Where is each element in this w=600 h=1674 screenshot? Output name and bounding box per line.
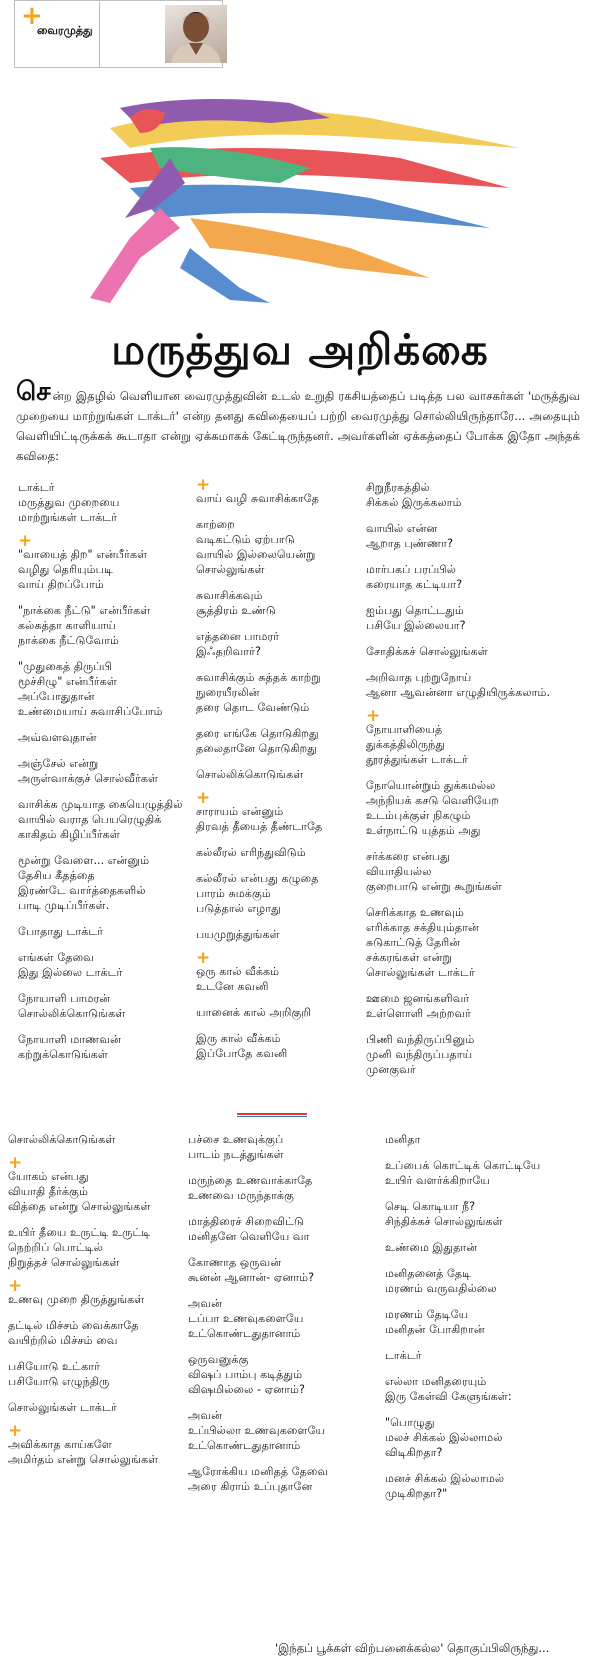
- poem-line: மாற்றுங்கள் டாக்டர்: [18, 511, 118, 524]
- poem-stanza: [385, 1266, 585, 1296]
- poem-stanza: [8, 1318, 188, 1348]
- poem-stanza: [188, 1352, 383, 1397]
- poem-column-4: [8, 1132, 188, 1478]
- poem-line: ஆனா ஆவன்னா எழுதியிருக்கலாம்.: [366, 686, 551, 699]
- poem-stanza: [196, 475, 366, 506]
- poem-line: சொல்லுங்கள் டாக்டர்: [366, 966, 475, 979]
- poem-column-6: [385, 1132, 585, 1512]
- poem-stanza: [366, 521, 586, 551]
- poem-line: எங்கள் தேவை: [18, 951, 94, 964]
- poem-line: சோதிக்கச் சொல்லுங்கள்: [366, 645, 488, 658]
- poem-line: சிறுநீரகத்தில்: [366, 481, 430, 494]
- poem-line: எத்தனை பாமரர்: [196, 630, 280, 643]
- poem-stanza: [385, 1471, 585, 1501]
- poem-line: உள்ளொளி அற்றவர்: [366, 1007, 472, 1020]
- intro-text: ன்ற இதழில் வெளியான வைரமுத்துவின் உடல் உறுதி ரகசியத்தைப் படித்த பல வாசகர்கள் 'மருத்துவ முறையை மாற்றுங்கள் டாக்டர்' என்ற தனது கவிதையைப் பற்றி வைரமுத்து சொல்லியிருந்தாரே... அதையும் வெளியிட்டிருக்கக் கூடாதா என்று ஏக்கமாகக் கேட்டிருந்தனர். அவர்களின் ஏக்கத்தைப் போக்க இதோ அந்தக் கவிதை:: [16, 389, 580, 463]
- poem-line: கல்லீரல் என்பது கழுதை: [196, 872, 319, 885]
- poem-column-3: [366, 480, 586, 1088]
- poem-line: வித்தை என்று சொல்லுங்கள்: [8, 1200, 151, 1213]
- page-title: மருத்துவ அறிக்கை: [111, 325, 489, 374]
- plus-icon: +: [8, 1153, 23, 1173]
- poem-stanza: [196, 1005, 366, 1020]
- poem-line: வாயில் இல்லையென்று: [196, 548, 316, 561]
- poem-line: ஆரோக்கிய மனிதத் தேவை: [188, 1465, 329, 1478]
- poem-line: நோயாளியைத்: [366, 723, 443, 736]
- poem-line: இஃதறிவார்?: [196, 645, 261, 658]
- poem-line: அஞ்சேல் என்று: [18, 757, 99, 770]
- poem-line: வியாதி தீர்க்கும்: [8, 1185, 89, 1198]
- poem-line: கற்றுக்கொடுங்கள்: [18, 1048, 109, 1061]
- poem-line: யானைக் கால் அறிகுறி: [196, 1006, 311, 1019]
- poem-line: தட்டில் மிச்சம் வைக்காதே: [8, 1319, 139, 1332]
- poem-stanza: [18, 853, 193, 913]
- poem-line: பிணி வந்திருப்பினும்: [366, 1033, 475, 1046]
- poem-line: வழிது தெரியும்படி: [18, 563, 113, 576]
- poem-stanza: [18, 603, 193, 648]
- poem-stanza: [18, 730, 193, 745]
- poem-stanza: [366, 849, 586, 894]
- poem-stanza: [196, 845, 366, 860]
- poem-stanza: [18, 1032, 193, 1062]
- poem-line: அரை கிராம் உப்புதானே: [188, 1480, 313, 1493]
- poem-line: பசியோடு உட்கார்: [8, 1360, 100, 1373]
- poem-line: அறிவாத புற்றுநோய்: [366, 671, 472, 684]
- poem-line: மருந்தை உணவாக்காதே: [188, 1174, 313, 1187]
- poem-line: அவன்: [188, 1297, 222, 1310]
- poem-stanza: [366, 480, 586, 510]
- poem-line: நோயாளி பாமரன்: [18, 992, 111, 1005]
- poem-line: முனி வந்திருப்பதாய்: [366, 1048, 473, 1061]
- poem-line: உயிர் வளர்க்கிறாயே: [385, 1174, 490, 1187]
- poem-line: வயிற்றில் மிச்சம் வை: [8, 1334, 118, 1347]
- poem-line: கல்லீரல் எரிந்துவிடும்: [196, 846, 306, 859]
- poem-line: அவிக்காத காய்களே: [8, 1438, 112, 1451]
- poem-line: மருத்துவ முறையை: [18, 496, 120, 509]
- poem-line: உணவு முறை திருத்துங்கள்: [8, 1293, 145, 1306]
- plus-icon: +: [196, 788, 211, 808]
- poem-line: சுவாசிக்கவும்: [196, 589, 263, 602]
- poem-line: விடிகிறதா?: [385, 1446, 443, 1459]
- poem-line: வாயில் என்ன: [366, 522, 438, 535]
- poem-line: ஒருவனுக்கு: [188, 1353, 249, 1366]
- poem-line: முடிகிறதா?": [385, 1487, 448, 1500]
- plus-icon: +: [196, 948, 211, 968]
- poem-line: துக்கத்திலிருந்து: [366, 738, 446, 751]
- poem-stanza: [196, 629, 366, 659]
- poem-line: வாசிக்க முடியாத கையெழுத்தில்: [18, 798, 183, 811]
- intro-dropcap: செ: [16, 377, 51, 407]
- poem-stanza: [18, 950, 193, 980]
- poem-line: தரை எங்கே தொடுகிறது: [196, 727, 319, 740]
- plus-icon: +: [18, 531, 33, 551]
- poem-line: இப்போதே கவனி: [196, 1047, 288, 1060]
- poem-column-5: [188, 1132, 383, 1505]
- poem-line: கோணாத ஒருவன்: [188, 1256, 282, 1269]
- poem-stanza: [385, 1199, 585, 1229]
- poem-line: இரண்டே வார்த்தைகளில்: [18, 884, 146, 897]
- poem-line: சூத்திரம் உண்டு: [196, 604, 276, 617]
- poem-stanza: [196, 927, 366, 942]
- poem-line: உட்கொண்டதுதானாம்: [188, 1439, 301, 1452]
- intro-paragraph: [16, 377, 580, 466]
- poem-line: டப்பா உணவுகளையே: [188, 1312, 304, 1325]
- poem-stanza: [196, 948, 366, 994]
- poem-line: மலச் சிக்கல் இல்லாமல்: [385, 1431, 503, 1444]
- poem-line: பசியோடு எழுந்திரு: [8, 1375, 110, 1388]
- poem-line: தேசிய கீதத்தை: [18, 869, 95, 882]
- poem-line: கல்கத்தா காளியாய்: [18, 619, 116, 632]
- poem-line: திரவத் தீயைத் தீண்டாதே: [196, 820, 323, 833]
- poem-line: பயமுறுத்துங்கள்: [196, 928, 280, 941]
- poem-line: சொல்லிக்கொடுங்கள்: [196, 768, 304, 781]
- poem-line: உப்பில்லா உணவுகளையே: [188, 1424, 326, 1437]
- poem-line: படுத்தால் எழாது: [196, 902, 281, 915]
- poem-line: ஆறாத புண்ணா?: [366, 537, 454, 550]
- poem-stanza: [188, 1132, 383, 1162]
- poem-line: உணவை மருந்தாக்கு: [188, 1189, 294, 1202]
- poem-line: "வாயைத் திற" என்பீர்கள்: [18, 548, 148, 561]
- poem-line: நுரையீரலின்: [196, 686, 260, 699]
- poem-line: அப்போதுதான்: [18, 690, 95, 703]
- poem-line: அமிர்தம் என்று சொல்லுங்கள்: [8, 1453, 159, 1466]
- poem-line: இரு கால் வீக்கம்: [196, 1032, 281, 1045]
- poem-line: தூரத்துங்கள் டாக்டர்: [366, 753, 468, 766]
- poem-line: சொல்லுங்கள் டாக்டர்: [8, 1401, 117, 1414]
- poem-line: உட்கொண்டதுதானாம்: [188, 1327, 301, 1340]
- poem-line: உடம்புக்குள் நிகழும்: [366, 809, 471, 822]
- poem-line: பாடம் நடத்துங்கள்: [188, 1148, 284, 1161]
- poem-stanza: [366, 991, 586, 1021]
- poem-line: நோயொன்றும் துக்கமல்ல: [366, 779, 496, 792]
- poem-line: முனகுவர்: [366, 1063, 416, 1076]
- poem-line: உயிர் தீயை உருட்டி உருட்டி: [8, 1226, 151, 1239]
- poem-line: உண்மை இதுதான்: [385, 1241, 478, 1254]
- poem-line: தலைதானே தொடுகிறது: [196, 742, 317, 755]
- poem-stanza: [18, 531, 193, 592]
- poem-stanza: [385, 1307, 585, 1337]
- poem-stanza: [8, 1400, 188, 1415]
- poem-stanza: [8, 1225, 188, 1270]
- poem-stanza: [366, 706, 586, 767]
- poem-stanza: [196, 726, 366, 756]
- poem-line: மனிதன் போகிறான்: [385, 1323, 485, 1336]
- poem-stanza: [366, 778, 586, 838]
- poem-line: சிந்திக்கச் சொல்லுங்கள்: [385, 1215, 503, 1228]
- poem-line: குறைபாடு என்று கூறுங்கள்: [366, 880, 502, 893]
- poem-line: மூச்சிழு" என்பீர்கள்: [18, 675, 117, 688]
- author-photo: [165, 5, 227, 63]
- poem-line: வாய் வழி சுவாசிக்காதே: [196, 492, 319, 505]
- poem-line: ஒரு கால் வீக்கம்: [196, 965, 280, 978]
- poem-stanza: [8, 1132, 188, 1147]
- plus-icon: +: [196, 475, 211, 495]
- poem-line: விஷமில்லை - ஏனாம்?: [188, 1383, 305, 1396]
- poem-stanza: [8, 1421, 188, 1467]
- poem-line: உடனே கவனி: [196, 980, 269, 993]
- poem-line: வாயில் வராத பெயரெழுதிக்: [18, 813, 162, 826]
- poem-line: பாடி முடிப்பீர்கள்.: [18, 899, 110, 912]
- poem-stanza: [196, 670, 366, 715]
- poem-line: எரிக்காத சக்தியும்தான்: [366, 921, 479, 934]
- poem-stanza: [18, 480, 193, 525]
- plus-icon: +: [8, 1276, 23, 1296]
- poem-stanza: [18, 991, 193, 1021]
- poem-line: வடிகட்டும் ஏற்பாடு: [196, 533, 295, 546]
- poem-stanza: [366, 1032, 586, 1077]
- poem-line: மூன்று வேளை... என்னும்: [18, 854, 150, 867]
- poem-stanza: [188, 1214, 383, 1244]
- poem-line: மனிதா: [385, 1133, 421, 1146]
- poem-stanza: [18, 924, 193, 939]
- poem-line: சாராயம் என்னும்: [196, 805, 284, 818]
- poem-line: பசியே இல்லையா?: [366, 619, 466, 632]
- poem-line: காகிதம் கிழிப்பீர்கள்: [18, 828, 120, 841]
- plus-icon: +: [21, 1, 43, 31]
- poem-line: பச்சை உணவுக்குப்: [188, 1133, 284, 1146]
- poem-line: மரணம் தேடியே: [385, 1308, 469, 1321]
- poem-line: சுடுகாட்டுத் தேரின்: [366, 936, 461, 949]
- poem-line: மனிதனைத் தேடி: [385, 1267, 472, 1280]
- poem-line: ஊமை ஜனங்களிவர்: [366, 992, 470, 1005]
- poem-line: டாக்டர்: [18, 481, 55, 494]
- poem-line: உப்பைக் கொட்டிக் கொட்டியே: [385, 1159, 541, 1172]
- poem-stanza: [196, 788, 366, 834]
- poem-stanza: [366, 905, 586, 980]
- poem-stanza: [188, 1173, 383, 1203]
- poem-line: "நாக்கை நீட்டு" என்பீர்கள்: [18, 604, 151, 617]
- poem-stanza: [196, 588, 366, 618]
- plus-icon: +: [8, 1421, 23, 1441]
- poem-line: பாரம் சுமக்கும்: [196, 887, 271, 900]
- poem-line: எல்லா மனிதரையும்: [385, 1375, 487, 1388]
- poem-stanza: [385, 1132, 585, 1147]
- poem-line: சுவாசிக்கும் சுத்தக் காற்று: [196, 671, 321, 684]
- poem-line: சொல்லிக்கொடுங்கள்: [18, 1007, 126, 1020]
- poem-stanza: [196, 517, 366, 577]
- poem-line: நோயாளி மாணவன்: [18, 1033, 121, 1046]
- header-divider: [99, 1, 100, 67]
- poem-line: அருள்வாக்குச் சொல்வீர்கள்: [18, 772, 159, 785]
- poem-line: விஷப் பாம்பு கடித்தும்: [188, 1368, 303, 1381]
- poem-column-2: [196, 475, 366, 1072]
- poem-stanza: [188, 1255, 383, 1285]
- poem-stanza: [188, 1464, 383, 1494]
- poem-line: அவ்வளவுதான்: [18, 731, 97, 744]
- poem-line: செரிக்காத உணவும்: [366, 906, 465, 919]
- poem-stanza: [385, 1158, 585, 1188]
- author-header: [14, 0, 223, 68]
- poem-line: மனிதனே வெளியே வா: [188, 1230, 310, 1243]
- poem-stanza: [196, 871, 366, 916]
- section-separator-blue: [237, 1116, 307, 1117]
- poem-line: நாக்கை நீட்டுவோம்: [18, 634, 120, 647]
- poem-line: "முதுகைத் திருப்பி: [18, 660, 112, 673]
- poem-line: நிறுத்தச் சொல்லுங்கள்: [8, 1256, 120, 1269]
- poem-line: கூனன் ஆனான்- ஏனாம்?: [188, 1271, 315, 1284]
- poem-stanza: [188, 1296, 383, 1341]
- poem-stanza: [18, 797, 193, 842]
- poem-line: வியாதியல்ல: [366, 865, 432, 878]
- source-credit: 'இந்தப் பூக்கள் விற்பனைக்கல்ல' தொகுப்பிலிருந்து...: [275, 1641, 550, 1655]
- poem-line: அவன்: [188, 1409, 222, 1422]
- poem-stanza: [366, 644, 586, 659]
- poem-line: யோகம் என்பது: [8, 1170, 89, 1183]
- runner-illustration: [70, 88, 530, 313]
- poem-line: சொல்லுங்கள்: [196, 563, 265, 576]
- poem-stanza: [188, 1408, 383, 1453]
- poem-stanza: [8, 1153, 188, 1214]
- poem-line: கரையாத கட்டியா?: [366, 578, 463, 591]
- section-separator: [237, 1113, 307, 1115]
- poem-line: டாக்டர்: [385, 1349, 422, 1362]
- poem-stanza: [196, 1031, 366, 1061]
- poem-line: காற்றை: [196, 518, 235, 531]
- poem-stanza: [18, 659, 193, 719]
- poem-line: சிக்கல் இருக்கலாம்: [366, 496, 462, 509]
- poem-stanza: [8, 1276, 188, 1307]
- poem-stanza: [8, 1359, 188, 1389]
- poem-line: போதாது டாக்டர்: [18, 925, 104, 938]
- poem-line: ஐம்பது தொட்டதும்: [366, 604, 464, 617]
- poem-stanza: [366, 603, 586, 633]
- poem-line: மனச் சிக்கல் இல்லாமல்: [385, 1472, 505, 1485]
- author-name: வைரமுத்து: [37, 24, 93, 37]
- poem-stanza: [196, 767, 366, 782]
- poem-line: உண்மையாய் சுவாசிப்போம்: [18, 705, 163, 718]
- poem-stanza: [366, 562, 586, 592]
- poem-line: மரணம் வருவதில்லை: [385, 1282, 497, 1295]
- plus-icon: +: [366, 706, 381, 726]
- poem-stanza: [366, 670, 586, 700]
- poem-line: வாய் திறப்போம்: [18, 578, 104, 591]
- poem-line: இது இல்லை டாக்டர்: [18, 966, 123, 979]
- poem-line: அந்நியக் கசடு வெளியேற: [366, 794, 500, 807]
- poem-line: சர்க்கரை என்பது: [366, 850, 450, 863]
- poem-line: மார்பகப் பரப்பில்: [366, 563, 456, 576]
- poem-line: மாத்திரைச் சிறைவிட்டு: [188, 1215, 304, 1228]
- poem-line: "பொழுது: [385, 1416, 435, 1429]
- poem-column-1: [18, 480, 193, 1073]
- poem-stanza: [385, 1415, 585, 1460]
- poem-stanza: [18, 756, 193, 786]
- poem-line: உள்நாட்டு யுத்தம் அது: [366, 824, 481, 837]
- poem-line: செடி கொடியா நீ?: [385, 1200, 476, 1213]
- poem-line: நெற்றிப் பொட்டில்: [8, 1241, 103, 1254]
- poem-stanza: [385, 1240, 585, 1255]
- poem-line: இரு கேள்வி கேளுங்கள்:: [385, 1390, 512, 1403]
- poem-line: சக்கரங்கள் என்று: [366, 951, 452, 964]
- poem-line: தரை தொட வேண்டும்: [196, 701, 310, 714]
- poem-line: சொல்லிக்கொடுங்கள்: [8, 1133, 116, 1146]
- poem-stanza: [385, 1348, 585, 1363]
- poem-stanza: [385, 1374, 585, 1404]
